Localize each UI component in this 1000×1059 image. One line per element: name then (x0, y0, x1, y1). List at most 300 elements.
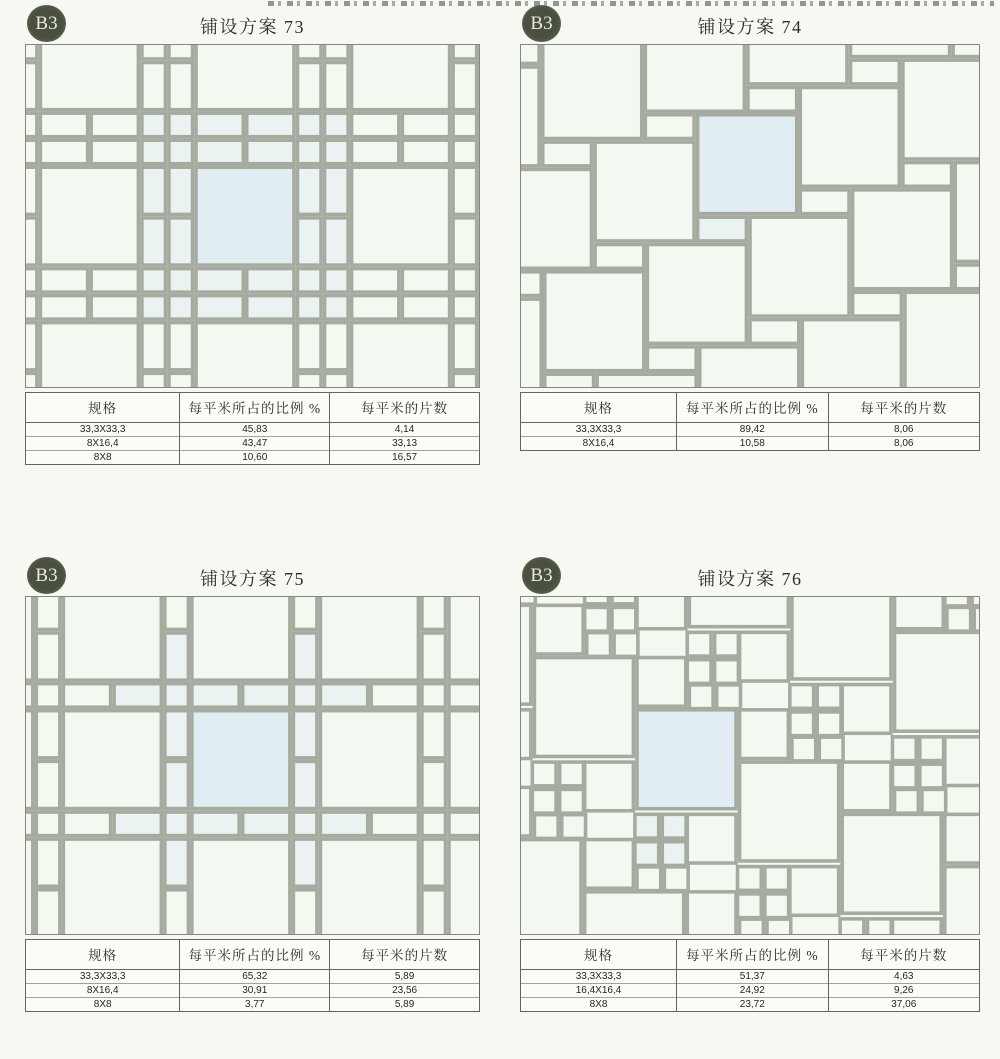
tile (545, 374, 594, 387)
tile (26, 684, 33, 708)
cell: 10,58 (677, 437, 828, 451)
tile (26, 597, 33, 680)
tile (371, 684, 418, 708)
scheme-title: 铺设方案 75 (200, 569, 305, 589)
table-header-row (26, 940, 480, 970)
tile (36, 812, 60, 836)
tile (662, 842, 686, 866)
col-header-pieces: 每平米的片数 (330, 940, 480, 970)
spec-table (520, 392, 980, 451)
tile (645, 115, 694, 139)
tile (790, 712, 814, 736)
tile-pattern-diagram-75 (26, 597, 479, 934)
tile (325, 167, 349, 214)
cell: 10,60 (180, 451, 330, 465)
tile (637, 867, 661, 891)
tile (192, 812, 239, 836)
tile (853, 292, 902, 316)
tile (851, 60, 900, 84)
spec-table (520, 939, 980, 1012)
tile (612, 607, 636, 631)
tile (689, 597, 788, 627)
tile (91, 140, 138, 164)
tile (63, 684, 110, 708)
panel-header (25, 4, 480, 44)
tile (521, 67, 539, 166)
tile (819, 737, 843, 761)
cell: 33,3X33,3 (26, 423, 180, 437)
tile (521, 597, 535, 604)
tile (91, 269, 138, 293)
tile (645, 45, 744, 111)
tile (325, 296, 349, 320)
tile (792, 737, 816, 761)
tile-pattern-frame (520, 596, 980, 935)
tile (647, 245, 746, 344)
tile (635, 814, 659, 838)
cell: 33,3X33,3 (521, 423, 677, 437)
tile (738, 894, 762, 918)
tile (196, 296, 243, 320)
tile (955, 163, 979, 262)
tile (142, 218, 166, 265)
tile (521, 787, 531, 836)
tile (687, 814, 736, 863)
cell: 89,42 (677, 423, 828, 437)
tile (422, 597, 446, 629)
tile (635, 842, 659, 866)
series-badge-label: B3 (530, 12, 553, 34)
tile (63, 812, 110, 836)
table-row (26, 984, 480, 998)
tile (91, 113, 138, 137)
tile (534, 815, 558, 839)
tile (293, 761, 317, 808)
cell: 23,72 (677, 998, 828, 1012)
table-row (26, 970, 480, 984)
scheme-panel-73 (25, 4, 480, 465)
tile (40, 45, 138, 110)
tile (851, 45, 950, 57)
tile (449, 597, 479, 680)
tile (352, 269, 399, 293)
tile (402, 296, 449, 320)
table-row (26, 423, 480, 437)
tile (521, 169, 591, 268)
tile (422, 711, 446, 758)
tile (298, 113, 322, 137)
tile (142, 323, 166, 370)
tile (114, 684, 161, 708)
tile-pattern-diagram-74 (521, 45, 979, 387)
tile (687, 892, 736, 934)
tile (560, 789, 584, 813)
tile (320, 711, 418, 809)
tile (543, 45, 642, 139)
tile (63, 711, 161, 809)
tile (453, 373, 477, 387)
tile (842, 814, 941, 913)
tile (521, 840, 581, 934)
tile (597, 374, 696, 387)
tile (293, 890, 317, 934)
tile (637, 597, 686, 629)
panel-header (520, 556, 980, 596)
tile (738, 867, 762, 891)
tile (748, 45, 847, 84)
tile (40, 323, 138, 387)
tile (800, 87, 899, 186)
tile (422, 684, 446, 708)
tile (352, 45, 450, 110)
tile (449, 684, 479, 708)
tile (325, 269, 349, 293)
tile (905, 292, 979, 387)
col-header-spec: 规格 (521, 393, 677, 423)
tile (698, 217, 747, 241)
tile (687, 632, 711, 656)
tile (521, 45, 539, 63)
tile (247, 113, 294, 137)
series-badge-label: B3 (35, 564, 58, 586)
cell: 8X16,4 (26, 437, 180, 451)
tile (36, 684, 60, 708)
tile (595, 142, 694, 241)
tile (26, 167, 37, 214)
tile (196, 113, 243, 137)
tile (740, 762, 839, 861)
tile (36, 633, 60, 680)
tile (26, 711, 33, 809)
tile (26, 113, 37, 137)
tile-pattern-frame (25, 44, 480, 388)
tile (165, 684, 189, 708)
tile (614, 633, 638, 657)
tile (36, 761, 60, 808)
tile (169, 296, 193, 320)
col-header-spec: 规格 (26, 393, 180, 423)
cell: 3,77 (180, 998, 330, 1012)
table-row (26, 451, 480, 465)
tile (449, 812, 479, 836)
tile (612, 597, 636, 604)
tile (945, 867, 979, 934)
tile (26, 296, 37, 320)
cell: 33,13 (330, 437, 480, 451)
tile (63, 597, 161, 680)
tile (169, 113, 193, 137)
tile (169, 269, 193, 293)
panel-header (25, 556, 480, 596)
tile (534, 658, 633, 757)
table-row (521, 998, 980, 1012)
tile (142, 167, 166, 214)
table-header-row (521, 393, 980, 423)
tile (165, 839, 189, 886)
tile (402, 269, 449, 293)
tile (750, 217, 849, 316)
tile (422, 839, 446, 886)
tile (243, 684, 290, 708)
tile (352, 167, 450, 265)
tile (453, 269, 477, 293)
tile (853, 190, 952, 289)
tile (352, 296, 399, 320)
tile (298, 45, 322, 59)
cell: 8X8 (26, 998, 180, 1012)
col-header-pieces: 每平米的片数 (828, 393, 979, 423)
tile (955, 265, 979, 289)
tile (903, 60, 979, 159)
tile (689, 685, 713, 709)
tile (114, 812, 161, 836)
tile (532, 789, 556, 813)
tile (767, 919, 791, 934)
cell: 5,89 (330, 970, 480, 984)
tile (715, 660, 739, 684)
tile (196, 323, 294, 387)
tile (196, 140, 243, 164)
tile (26, 812, 33, 836)
cell: 33,3X33,3 (26, 970, 180, 984)
tile (298, 140, 322, 164)
tile (422, 812, 446, 836)
tile (165, 633, 189, 680)
cell: 8X8 (521, 998, 677, 1012)
tile (700, 347, 799, 387)
tile (165, 890, 189, 934)
tile (521, 605, 531, 704)
tile (717, 685, 741, 709)
tile (142, 113, 166, 137)
cell: 45,83 (180, 423, 330, 437)
cell: 8X8 (26, 451, 180, 465)
tile (293, 711, 317, 758)
tile (26, 218, 37, 265)
tile (953, 45, 979, 57)
tile (545, 272, 644, 371)
tile (352, 113, 399, 137)
tile (298, 167, 322, 214)
tile (26, 45, 37, 59)
tile (740, 919, 764, 934)
cell: 8,06 (828, 423, 979, 437)
scheme-panel-75 (25, 556, 480, 1012)
tile (26, 140, 37, 164)
table-row (521, 437, 980, 451)
table-row (26, 437, 480, 451)
tile (453, 167, 477, 214)
cell: 43,47 (180, 437, 330, 451)
tile (922, 789, 946, 813)
tile (521, 272, 541, 296)
tile (40, 296, 87, 320)
tile (453, 45, 477, 59)
tile (165, 711, 189, 758)
cell: 8X16,4 (26, 984, 180, 998)
col-header-ratio: 每平米所占的比例 % (677, 940, 828, 970)
tile (325, 218, 349, 265)
tile (320, 839, 418, 934)
tile (298, 296, 322, 320)
tile (26, 839, 33, 934)
tile (662, 814, 686, 838)
tile (247, 269, 294, 293)
tile (36, 890, 60, 934)
tile (453, 62, 477, 109)
col-header-ratio: 每平米所占的比例 % (677, 393, 828, 423)
tile (298, 269, 322, 293)
tile (449, 711, 479, 809)
cell: 4,63 (828, 970, 979, 984)
tile (169, 140, 193, 164)
tile (293, 684, 317, 708)
panel-header (520, 4, 980, 44)
tile (91, 296, 138, 320)
cell: 65,32 (180, 970, 330, 984)
tile (521, 299, 541, 387)
tile (867, 919, 891, 934)
tile (895, 789, 919, 813)
tile (920, 764, 944, 788)
tile (687, 660, 711, 684)
tile (945, 814, 979, 863)
table-row (521, 970, 980, 984)
tile-pattern-diagram-76 (521, 597, 979, 934)
tile (325, 373, 349, 387)
tile (585, 762, 634, 811)
tile (298, 323, 322, 370)
tile (903, 163, 952, 187)
tile (165, 761, 189, 808)
tile (169, 62, 193, 109)
series-badge-label: B3 (530, 564, 553, 586)
tile (560, 762, 584, 786)
col-header-ratio: 每平米所占的比例 % (180, 940, 330, 970)
tile (320, 684, 367, 708)
tile (40, 269, 87, 293)
tile (587, 633, 611, 657)
tile (740, 710, 789, 759)
tile (325, 113, 349, 137)
tile (320, 597, 418, 680)
tile (637, 658, 686, 707)
tile (947, 607, 971, 631)
tile (26, 373, 37, 387)
tile (449, 839, 479, 934)
tile (532, 762, 556, 786)
tile (945, 737, 979, 786)
tile (817, 685, 841, 709)
cell: 8,06 (828, 437, 979, 451)
tile (765, 894, 789, 918)
tile (196, 167, 294, 265)
col-header-pieces: 每平米的片数 (330, 393, 480, 423)
tile (371, 812, 418, 836)
cell: 33,3X33,3 (521, 970, 677, 984)
tile (792, 597, 891, 679)
tile (892, 764, 916, 788)
tile (293, 839, 317, 886)
tile (192, 839, 290, 934)
cell: 16,4X16,4 (521, 984, 677, 998)
tile (196, 45, 294, 110)
tile (453, 218, 477, 265)
tile (765, 867, 789, 891)
tile (142, 269, 166, 293)
cell: 51,37 (677, 970, 828, 984)
tile (453, 296, 477, 320)
tile (972, 597, 979, 606)
tile (165, 597, 189, 629)
tile (402, 113, 449, 137)
tile (40, 113, 87, 137)
tile (800, 190, 849, 214)
tile (664, 867, 688, 891)
tile (169, 323, 193, 370)
tile (325, 140, 349, 164)
tile (595, 245, 644, 269)
series-badge-label: B3 (35, 12, 58, 34)
tile (169, 45, 193, 59)
tile (352, 323, 450, 387)
tile (26, 62, 37, 109)
col-header-spec: 规格 (26, 940, 180, 970)
spec-table (25, 939, 480, 1012)
tile (840, 919, 864, 934)
tile (142, 373, 166, 387)
cell: 4,14 (330, 423, 480, 437)
cell: 23,56 (330, 984, 480, 998)
tile-pattern-diagram-73 (26, 45, 479, 387)
tile (169, 373, 193, 387)
tile (26, 269, 37, 293)
tile (521, 710, 531, 759)
spec-table (25, 392, 480, 465)
tile (247, 296, 294, 320)
tile (142, 140, 166, 164)
table-header-row (26, 393, 480, 423)
tile (453, 140, 477, 164)
tile (192, 684, 239, 708)
tile (192, 711, 290, 809)
tile (36, 839, 60, 886)
tile (920, 737, 944, 761)
tile (585, 607, 609, 631)
cell: 30,91 (180, 984, 330, 998)
cell: 9,26 (828, 984, 979, 998)
scheme-panel-76 (520, 556, 980, 1012)
tile (647, 347, 696, 371)
tile (293, 812, 317, 836)
tile (169, 167, 193, 214)
tile (325, 62, 349, 109)
scheme-title: 铺设方案 73 (200, 17, 305, 37)
tile (974, 607, 979, 631)
cell: 37,06 (828, 998, 979, 1012)
tile (36, 711, 60, 758)
tile (247, 140, 294, 164)
tile (453, 113, 477, 137)
tile (142, 45, 166, 59)
cell: 8X16,4 (521, 437, 677, 451)
tile-pattern-frame (25, 596, 480, 935)
tile (169, 218, 193, 265)
tile (842, 762, 891, 811)
tile (422, 890, 446, 934)
tile (63, 839, 161, 934)
tile (750, 320, 799, 344)
